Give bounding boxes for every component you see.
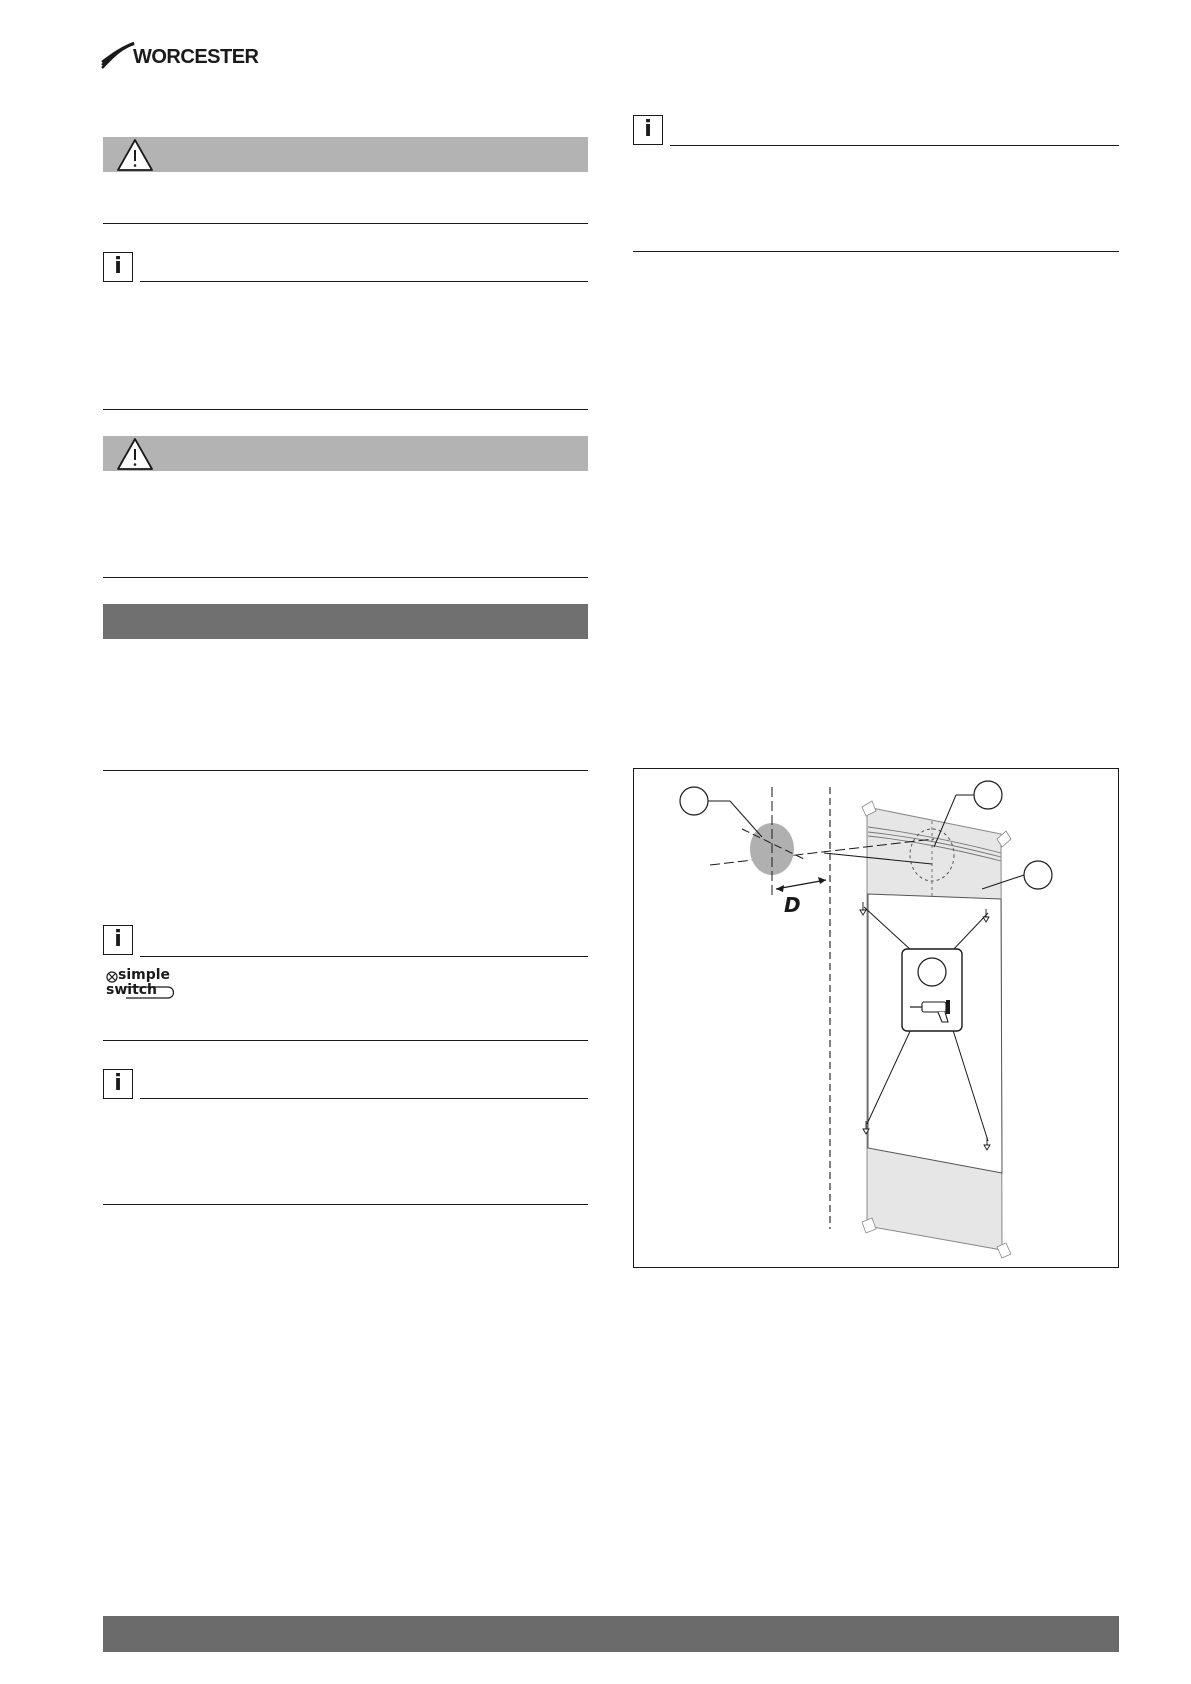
logo-swoosh-icon: [100, 42, 136, 72]
simple-switch-logo: [104, 966, 176, 1000]
section-divider: [103, 1204, 588, 1205]
template-inner-panel: [868, 894, 1002, 1173]
warning-header-bar: [103, 436, 588, 471]
dimension-label-d: D: [784, 893, 801, 917]
info-icon: i: [103, 252, 133, 282]
callout-4: [918, 958, 946, 986]
info-header-line: [670, 145, 1119, 146]
worcester-logo: [100, 40, 260, 74]
info-header-line: [140, 956, 588, 957]
callout-3: [1024, 861, 1052, 889]
info-icon: i: [103, 1069, 133, 1099]
section-divider: [103, 577, 588, 578]
info-header-line: [140, 1098, 588, 1099]
section-divider: [103, 409, 588, 410]
section-heading-bar: [103, 604, 588, 639]
page-footer-bar: [103, 1616, 1119, 1652]
section-divider: [103, 223, 588, 224]
simple-switch-line2: switch: [106, 982, 158, 998]
wall-template-diagram: [634, 769, 1118, 1267]
info-header-line: [140, 281, 588, 282]
info-icon: i: [103, 925, 133, 955]
callout-1: [680, 787, 708, 815]
section-divider: [633, 251, 1119, 252]
drill-icon: [922, 1002, 946, 1012]
section-divider: [103, 1040, 588, 1041]
simple-switch-line1: simple: [118, 967, 171, 983]
installation-figure: [633, 768, 1119, 1268]
info-icon: i: [633, 115, 663, 145]
callout-2: [974, 781, 1002, 809]
warning-triangle-icon: [115, 436, 155, 472]
warning-triangle-icon: [115, 137, 155, 173]
section-divider: [103, 770, 588, 771]
logo-text: WORCESTER: [133, 46, 259, 68]
warning-header-bar: [103, 137, 588, 172]
